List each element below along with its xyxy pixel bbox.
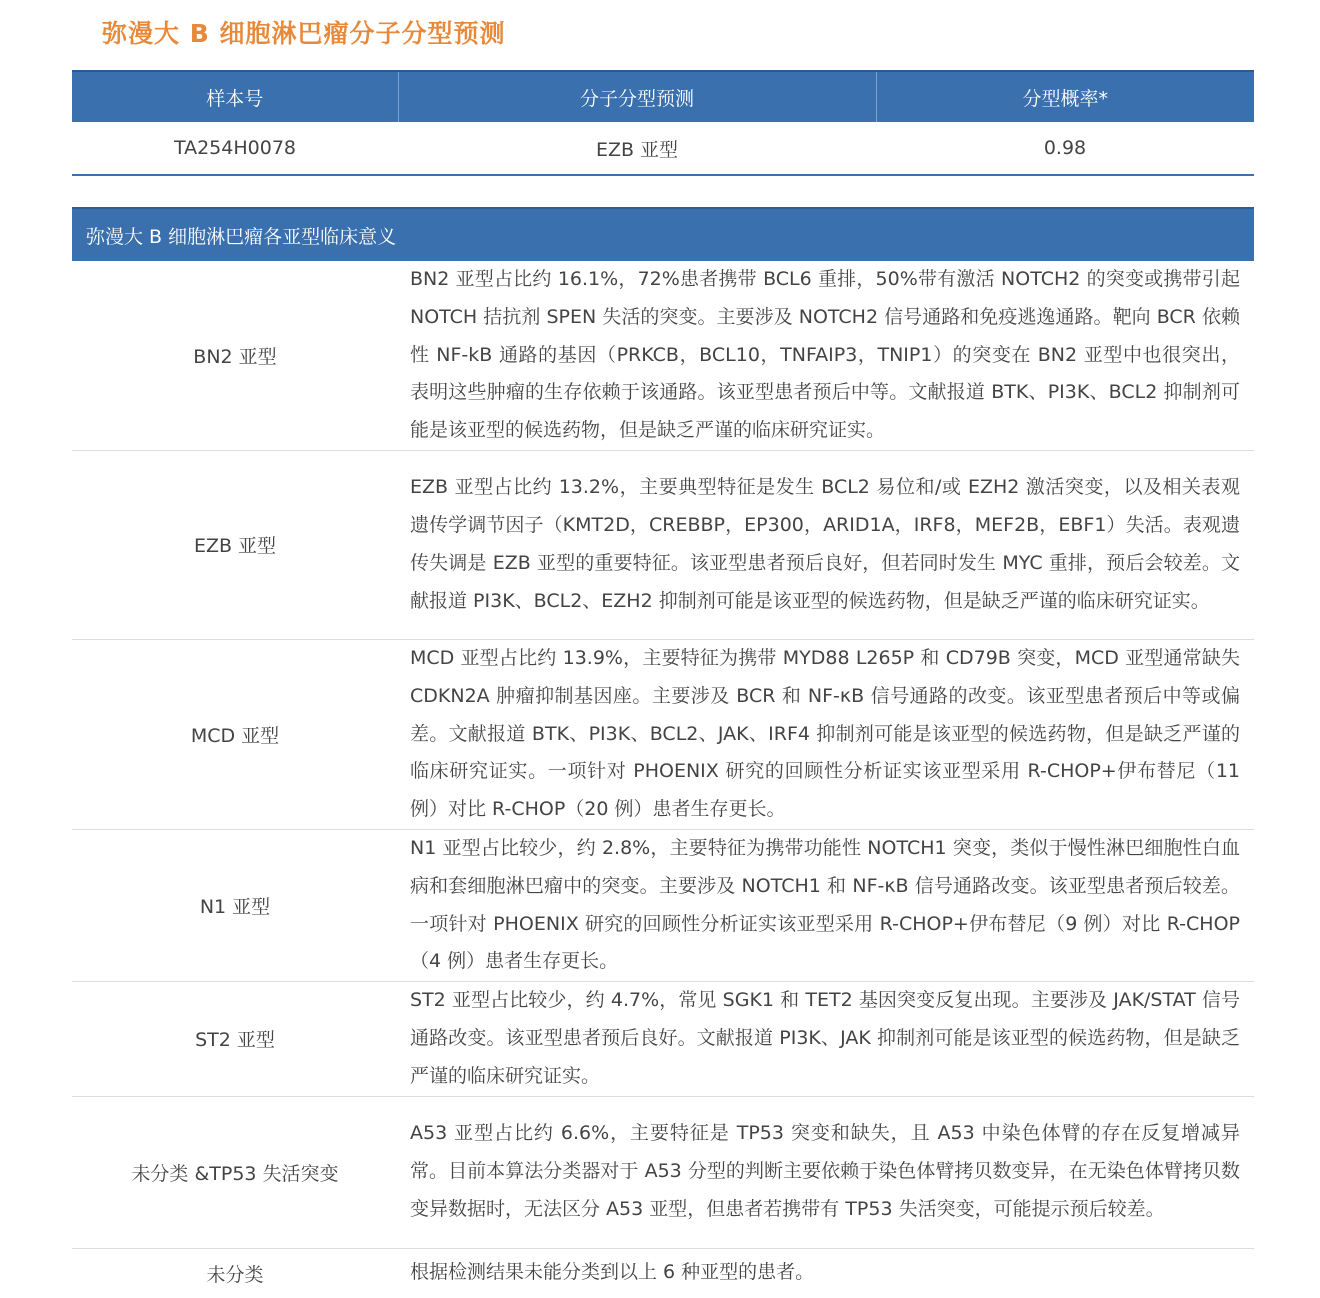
table-row bbox=[72, 982, 1254, 1096]
sample-id-cell: TA254H0078 bbox=[72, 122, 398, 175]
subtype-description: EZB 亚型占比约 13.2%，主要典型特征是发生 BCL2 易位和/或 EZH2 激活突变，以及相关表观遗传学调节因子（KMT2D，CREBBP，EP300，ARID1A，IRF8，MEF2B，EBF1）失活。表观遗传失调是 EZB 亚型的重要特征。该亚型患者预后良好，但若同时发生 MYC 重排，预后会较差。文献报道 PI3K、BCL2、EZH2 抑制剂可能是该亚型的候选药物，但是缺乏严谨的临床研究证实。 bbox=[398, 450, 1254, 639]
summary-table bbox=[72, 70, 1254, 176]
table-row bbox=[72, 1096, 1254, 1248]
clinical-significance-table bbox=[72, 207, 1254, 1298]
clinical-section-header: 弥漫大 B 细胞淋巴瘤各亚型临床意义 bbox=[72, 208, 1254, 261]
summary-row bbox=[72, 122, 1254, 175]
header-probability: 分型概率* bbox=[876, 71, 1254, 122]
table-row bbox=[72, 450, 1254, 639]
subtype-description: MCD 亚型占比约 13.9%，主要特征为携带 MYD88 L265P 和 CD79B 突变，MCD 亚型通常缺失 CDKN2A 肿瘤抑制基因座。主要涉及 BCR 和 NF-κB 信号通路的改变。该亚型患者预后中等或偏差。文献报道 BTK、PI3K、BCL2、JAK、IRF4 抑制剂可能是该亚型的候选药物，但是缺乏严谨的临床研究证实。一项针对 PHOENIX 研究的回顾性分析证实该亚型采用 R-CHOP+伊布替尼（11 例）对比 R-CHOP（20 例）患者生存更长。 bbox=[398, 639, 1254, 829]
subtype-name: N1 亚型 bbox=[72, 829, 398, 981]
header-sample-id: 样本号 bbox=[72, 71, 398, 122]
subtype-description: A53 亚型占比约 6.6%，主要特征是 TP53 突变和缺失，且 A53 中染色体臂的存在反复增减异常。目前本算法分类器对于 A53 分型的判断主要依赖于染色体臂拷贝数变异，在无染色体臂拷贝数变异数据时，无法区分 A53 亚型，但患者若携带有 TP53 失活突变，可能提示预后较差。 bbox=[398, 1096, 1254, 1248]
probability-cell: 0.98 bbox=[876, 122, 1254, 175]
summary-header-row bbox=[72, 71, 1254, 122]
header-subtype-prediction: 分子分型预测 bbox=[398, 71, 876, 122]
clinical-header-row bbox=[72, 208, 1254, 261]
table-row bbox=[72, 829, 1254, 981]
subtype-name: 未分类 bbox=[206, 1263, 264, 1286]
subtype-name: BN2 亚型 bbox=[72, 261, 398, 450]
subtype-name: ST2 亚型 bbox=[72, 982, 398, 1096]
table-row bbox=[72, 261, 1254, 450]
subtype-name: EZB 亚型 bbox=[72, 450, 398, 639]
subtype-cell: EZB 亚型 bbox=[398, 122, 876, 175]
subtype-description: ST2 亚型占比较少，约 4.7%，常见 SGK1 和 TET2 基因突变反复出现。主要涉及 JAK/STAT 信号通路改变。该亚型患者预后良好。文献报道 PI3K、JAK 抑制剂可能是该亚型的候选药物，但是缺乏严谨的临床研究证实。 bbox=[398, 982, 1254, 1096]
subtype-description: 根据检测结果未能分类到以上 6 种亚型的患者。 bbox=[410, 1261, 815, 1284]
table-row bbox=[72, 639, 1254, 829]
subtype-name: 未分类 &TP53 失活突变 bbox=[72, 1096, 398, 1248]
table-row bbox=[72, 1248, 1254, 1298]
subtype-description: N1 亚型占比较少，约 2.8%，主要特征为携带功能性 NOTCH1 突变，类似于慢性淋巴细胞性白血病和套细胞淋巴瘤中的突变。主要涉及 NOTCH1 和 NF-κB 信号通路改变。该亚型患者预后较差。一项针对 PHOENIX 研究的回顾性分析证实该亚型采用 R-CHOP+伊布替尼（9 例）对比 R-CHOP（4 例）患者生存更长。 bbox=[398, 829, 1254, 981]
subtype-description: BN2 亚型占比约 16.1%，72%患者携带 BCL6 重排，50%带有激活 NOTCH2 的突变或携带引起 NOTCH 拮抗剂 SPEN 失活的突变。主要涉及 NOTCH2 信号通路和免疫逃逸通路。靶向 BCR 依赖性 NF-kB 通路的基因（PRKCB，BCL10，TNFAIP3，TNIP1）的突变在 BN2 亚型中也很突出，表明这些肿瘤的生存依赖于该通路。该亚型患者预后中等。文献报道 BTK、PI3K、BCL2 抑制剂可能是该亚型的候选药物，但是缺乏严谨的临床研究证实。 bbox=[398, 261, 1254, 450]
page-title: 弥漫大 B 细胞淋巴瘤分子分型预测 bbox=[102, 19, 506, 48]
subtype-name: MCD 亚型 bbox=[72, 639, 398, 829]
